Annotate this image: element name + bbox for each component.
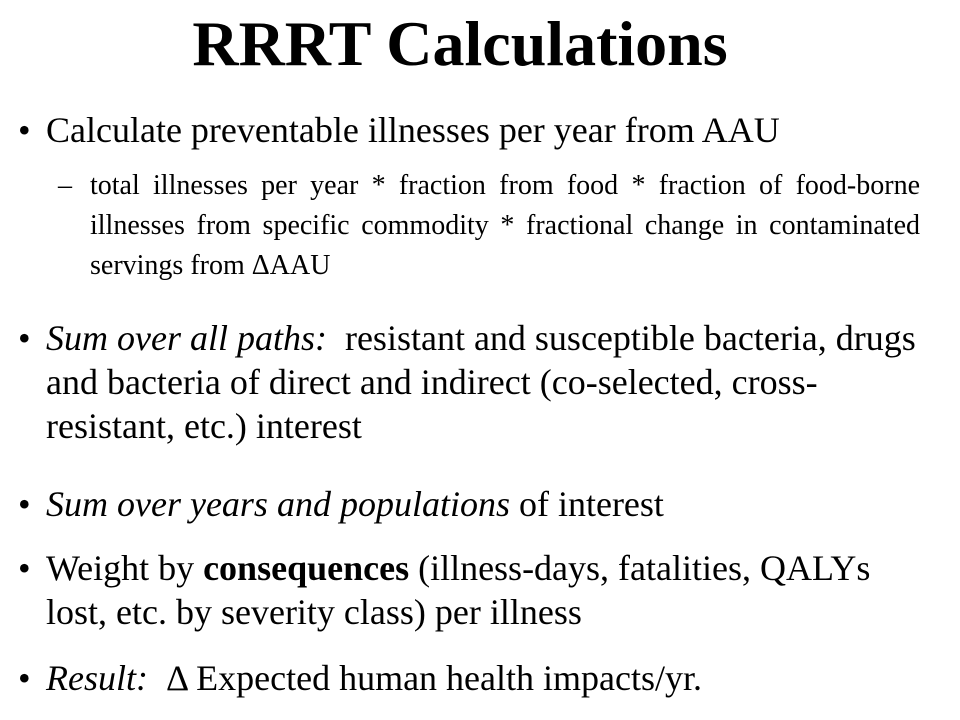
- bullet-bold-term: consequences: [203, 548, 410, 588]
- bullet-weight-consequences: [18, 546, 926, 634]
- bullet-marker: •: [18, 548, 31, 588]
- bullet-text: resistant and susceptible bacteria, drugs and bacteria of direct and indirect (co-selected, cross-resistant, etc.) interest: [46, 318, 916, 446]
- bullet-result: [18, 656, 926, 700]
- bullet-marker: •: [18, 110, 31, 150]
- sub-bullet-marker: –: [58, 170, 72, 201]
- bullet-sum-years: [18, 482, 926, 526]
- bullet-text: (illness-days, fatalities, QALYs lost, etc. by severity class) per illness: [46, 548, 871, 632]
- bullet-text: of interest: [518, 484, 664, 524]
- bullet-text: Calculate preventable illnesses per year from AAU: [46, 110, 780, 150]
- bullet-lead-italic: Sum over all paths:: [46, 318, 327, 358]
- sub-bullet-formula: [58, 166, 920, 286]
- bullet-preventable-illnesses: [18, 108, 926, 152]
- bullet-lead: Weight by: [46, 548, 195, 588]
- bullet-sum-paths: [18, 316, 926, 448]
- bullet-marker: •: [18, 484, 31, 524]
- bullet-marker: •: [18, 318, 31, 358]
- sub-bullet-text: total illnesses per year * fraction from food * fraction of food-borne illnesses from specific commodity * fractional change in contaminated servings from ΔAAU: [90, 170, 920, 281]
- slide-title: RRRT Calculations: [192, 8, 728, 79]
- bullet-text: Δ Expected human health impacts/yr.: [165, 658, 702, 698]
- bullet-marker: •: [18, 658, 31, 698]
- bullet-lead-italic: Result:: [46, 658, 148, 698]
- bullet-lead-italic: Sum over years and populations: [46, 484, 510, 524]
